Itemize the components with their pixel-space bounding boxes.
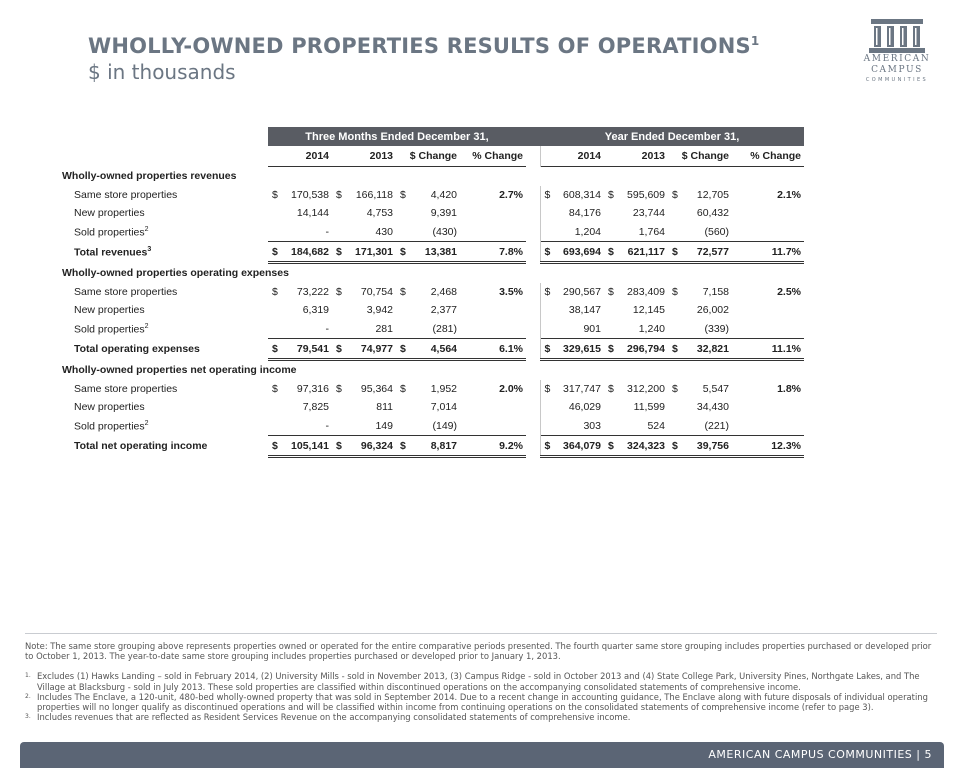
value-cell xyxy=(604,242,668,263)
value-cell xyxy=(540,380,604,399)
dollar-sign: $ xyxy=(400,188,406,201)
column-gap xyxy=(526,204,540,223)
value-cell xyxy=(396,436,460,457)
column-header: 2013 xyxy=(604,146,668,167)
value-cell: 7,014 xyxy=(430,401,457,414)
total-label-text: Total revenues xyxy=(74,246,148,259)
percent-change-cell: 2.7% xyxy=(499,188,523,201)
row-label-text: Same store properties xyxy=(74,188,178,201)
value: 32,821 xyxy=(696,342,729,355)
value-cell xyxy=(268,339,332,360)
notes-divider xyxy=(25,633,937,634)
section-title-row xyxy=(62,359,804,379)
value-cell xyxy=(332,380,396,399)
value: 324,323 xyxy=(627,439,665,452)
dollar-sign: $ xyxy=(336,342,342,355)
dollar-sign: $ xyxy=(672,245,678,258)
table-row xyxy=(62,380,804,399)
three-months-header: Three Months Ended December 31, xyxy=(268,127,526,146)
value-cell: 26,002 xyxy=(696,304,729,317)
dollar-sign: $ xyxy=(400,285,406,298)
value-cell: 2,377 xyxy=(430,304,457,317)
value-cell xyxy=(668,339,732,360)
value-cell: 46,029 xyxy=(568,401,601,414)
percent-change-cell xyxy=(460,301,526,320)
value: 70,754 xyxy=(360,285,393,298)
value-cell: 9,391 xyxy=(430,207,457,220)
value: 4,420 xyxy=(430,188,457,201)
value-cell: 60,432 xyxy=(696,207,729,220)
logo-line-american: AMERICAN xyxy=(863,54,931,64)
dollar-sign: $ xyxy=(672,188,678,201)
logo-line-communities: COMMUNITIES xyxy=(865,77,929,83)
section-title: Wholly-owned properties operating expenses xyxy=(62,267,289,280)
value-cell: 6,319 xyxy=(302,304,329,317)
value-cell: 901 xyxy=(583,323,601,336)
value-cell xyxy=(396,380,460,399)
total-label xyxy=(62,242,268,263)
value: 621,117 xyxy=(627,245,665,258)
percent-change-cell: 12.3% xyxy=(732,436,804,457)
value-cell: 3,942 xyxy=(366,304,393,317)
dollar-sign: $ xyxy=(272,439,278,452)
dollar-sign: $ xyxy=(400,439,406,452)
footnote-text: Includes revenues that are reflected as Resident Services Revenue on the accompanying consolidated statements of comprehensive income. xyxy=(37,712,631,723)
value-cell: (560) xyxy=(704,226,729,239)
page-subtitle: $ in thousands xyxy=(88,60,236,84)
dollar-sign: $ xyxy=(544,285,551,298)
value-cell: (430) xyxy=(432,226,457,239)
row-label-text: New properties xyxy=(74,304,145,317)
value-cell: 4,753 xyxy=(366,207,393,220)
dollar-sign: $ xyxy=(544,188,551,201)
value-cell xyxy=(668,283,732,302)
footnote-3 xyxy=(25,712,935,722)
dollar-sign: $ xyxy=(400,342,406,355)
percent-change-cell xyxy=(732,320,804,339)
footnote-number: 3. xyxy=(25,713,31,721)
percent-change-cell: 2.1% xyxy=(777,188,801,201)
value: 290,567 xyxy=(563,285,601,298)
percent-change-cell: 6.1% xyxy=(460,339,526,360)
footnote-2 xyxy=(25,692,935,712)
logo-line-campus: CAMPUS xyxy=(871,65,923,75)
value: 693,694 xyxy=(563,245,601,258)
value-cell: (339) xyxy=(704,323,729,336)
value-cell xyxy=(668,436,732,457)
value-cell: 1,240 xyxy=(638,323,665,336)
dollar-sign: $ xyxy=(544,382,551,395)
column-gap xyxy=(526,339,540,360)
percent-change-cell xyxy=(460,398,526,417)
value: 4,564 xyxy=(430,342,457,355)
value-cell: 38,147 xyxy=(568,304,601,317)
dollar-sign: $ xyxy=(336,188,342,201)
value-cell xyxy=(332,186,396,205)
total-row xyxy=(62,436,804,457)
value-cell: 524 xyxy=(647,420,665,433)
value: 184,682 xyxy=(291,245,329,258)
percent-change-cell: 11.7% xyxy=(732,242,804,263)
value-cell xyxy=(268,380,332,399)
percent-change-cell xyxy=(460,417,526,436)
title-footnote-marker: 1 xyxy=(750,34,760,48)
footnote-number: 2. xyxy=(25,692,31,700)
value: 95,364 xyxy=(360,382,393,395)
column-gap xyxy=(526,398,540,417)
dollar-sign: $ xyxy=(272,382,278,395)
value: 329,615 xyxy=(563,342,601,355)
value-cell: (149) xyxy=(432,420,457,433)
row-label-text: New properties xyxy=(74,401,145,414)
value: 608,314 xyxy=(563,188,601,201)
row-label xyxy=(62,398,268,417)
percent-change-cell xyxy=(732,301,804,320)
column-header: % Change xyxy=(460,146,526,167)
value: 1,952 xyxy=(430,382,457,395)
value-cell xyxy=(668,186,732,205)
column-header: $ Change xyxy=(668,146,732,167)
value: 5,547 xyxy=(702,382,729,395)
value-cell xyxy=(540,242,604,263)
dollar-sign: $ xyxy=(336,382,342,395)
value: 171,301 xyxy=(355,245,393,258)
column-header: % Change xyxy=(732,146,804,167)
column-gap xyxy=(526,320,540,339)
dollar-sign: $ xyxy=(608,439,614,452)
table-row xyxy=(62,398,804,417)
value-cell: 1,764 xyxy=(638,226,665,239)
same-store-note: Note: The same store grouping above represents properties owned or operated for the entire comparative periods presented. The fourth quarter same store grouping includes properties purchased or developed prior to October 1, 2013. The year-to-date same store grouping includes properties purchased or developed prior to January 1, 2013. xyxy=(25,641,932,662)
value: 312,200 xyxy=(627,382,665,395)
value-cell xyxy=(332,339,396,360)
total-row xyxy=(62,242,804,263)
row-label xyxy=(62,320,268,339)
value-cell xyxy=(332,242,396,263)
percent-change-cell xyxy=(460,223,526,242)
value: 8,817 xyxy=(430,439,457,452)
section-title-row xyxy=(62,262,804,282)
value: 364,079 xyxy=(563,439,601,452)
column-gap xyxy=(526,436,540,457)
row-label-text: Same store properties xyxy=(74,285,178,298)
dollar-sign: $ xyxy=(272,285,278,298)
value: 74,977 xyxy=(360,342,393,355)
value-cell xyxy=(604,186,668,205)
value-cell xyxy=(668,242,732,263)
value-cell xyxy=(268,186,332,205)
footnote-marker: 2 xyxy=(144,420,149,428)
value-cell: 34,430 xyxy=(696,401,729,414)
notes-section xyxy=(25,641,935,722)
row-label-text: Sold properties xyxy=(74,420,145,433)
period-header-row xyxy=(62,127,804,146)
value-cell: - xyxy=(325,323,329,336)
dollar-sign: $ xyxy=(336,285,342,298)
blank-cell xyxy=(62,146,268,167)
footnote-marker: 2 xyxy=(144,226,149,234)
section-title-row xyxy=(62,167,804,186)
column-gap xyxy=(526,242,540,263)
value-cell: 14,144 xyxy=(296,207,329,220)
value-cell: 12,145 xyxy=(632,304,665,317)
dollar-sign: $ xyxy=(544,245,551,258)
column-header: 2014 xyxy=(268,146,332,167)
value-cell xyxy=(396,186,460,205)
value-cell: 11,599 xyxy=(633,401,665,414)
footer-bar xyxy=(20,742,944,768)
row-label-text: Sold properties xyxy=(74,323,145,336)
footnote-marker: 3 xyxy=(147,245,152,253)
column-gap xyxy=(526,223,540,242)
table-row xyxy=(62,417,804,436)
dollar-sign: $ xyxy=(672,342,678,355)
value-cell xyxy=(396,283,460,302)
percent-change-cell: 3.5% xyxy=(499,285,523,298)
value-cell xyxy=(268,242,332,263)
footnote-marker: 2 xyxy=(144,323,149,331)
value: 317,747 xyxy=(563,382,601,395)
section-title: Wholly-owned properties revenues xyxy=(62,170,237,183)
blank-cell xyxy=(62,127,268,146)
value-cell xyxy=(332,283,396,302)
percent-change-cell: 7.8% xyxy=(460,242,526,263)
column-gap xyxy=(526,186,540,205)
value-cell xyxy=(540,339,604,360)
year-ended-header: Year Ended December 31, xyxy=(540,127,804,146)
footnote-1 xyxy=(25,671,935,691)
value-cell: (221) xyxy=(704,420,729,433)
footnote-number: 1. xyxy=(25,672,31,680)
value: 2,468 xyxy=(430,285,457,298)
value: 97,316 xyxy=(296,382,329,395)
value-cell xyxy=(604,283,668,302)
dollar-sign: $ xyxy=(672,439,678,452)
dollar-sign: $ xyxy=(608,342,614,355)
column-header-row xyxy=(62,146,804,167)
band-gap xyxy=(526,127,540,146)
value-cell xyxy=(396,339,460,360)
percent-change-cell xyxy=(732,204,804,223)
dollar-sign: $ xyxy=(544,342,551,355)
percent-change-cell: 2.5% xyxy=(777,285,801,298)
columns-logo-icon xyxy=(867,18,927,54)
column-header: 2014 xyxy=(540,146,604,167)
total-label-text: Total net operating income xyxy=(74,440,208,453)
total-row xyxy=(62,339,804,360)
value-cell xyxy=(332,436,396,457)
section-title: Wholly-owned properties net operating income xyxy=(62,364,297,377)
value-cell: 23,744 xyxy=(632,207,665,220)
percent-change-cell: 2.0% xyxy=(499,382,523,395)
value: 283,409 xyxy=(627,285,665,298)
row-label xyxy=(62,186,268,205)
column-header: 2013 xyxy=(332,146,396,167)
results-table xyxy=(62,127,804,458)
table-row xyxy=(62,186,804,205)
column-gap xyxy=(526,146,540,167)
column-gap xyxy=(526,283,540,302)
row-label-text: New properties xyxy=(74,207,145,220)
total-label-text: Total operating expenses xyxy=(74,343,200,356)
value-cell xyxy=(396,242,460,263)
value: 7,158 xyxy=(702,285,729,298)
value-cell: 430 xyxy=(375,226,393,239)
dollar-sign: $ xyxy=(608,382,614,395)
value-cell xyxy=(540,436,604,457)
row-label xyxy=(62,301,268,320)
footnote-text: Includes The Enclave, a 120-unit, 480-bed wholly-owned property that was sold in September 2014. Due to a recent change in accounting guidance, The Enclave along with future disposals of individual operating properties will no longer qualify as discontinued operations and will be classified within income from continuing operations on the consolidated statements of comprehensive income (refer to page 3). xyxy=(37,691,928,713)
value-cell xyxy=(268,283,332,302)
table-row xyxy=(62,223,804,242)
value-cell xyxy=(268,436,332,457)
percent-change-cell xyxy=(732,398,804,417)
value-cell: - xyxy=(325,420,329,433)
dollar-sign: $ xyxy=(400,382,406,395)
value-cell xyxy=(604,436,668,457)
dollar-sign: $ xyxy=(544,439,551,452)
percent-change-cell xyxy=(732,223,804,242)
dollar-sign: $ xyxy=(608,188,614,201)
percent-change-cell xyxy=(732,417,804,436)
value-cell: (281) xyxy=(432,323,457,336)
value: 13,381 xyxy=(424,245,457,258)
row-label xyxy=(62,204,268,223)
value-cell xyxy=(604,339,668,360)
dollar-sign: $ xyxy=(272,188,278,201)
row-label-text: Same store properties xyxy=(74,382,178,395)
value: 595,609 xyxy=(627,188,665,201)
value-cell: 7,825 xyxy=(302,401,329,414)
value-cell: 811 xyxy=(376,401,393,414)
value: 39,756 xyxy=(696,439,729,452)
percent-change-cell: 11.1% xyxy=(732,339,804,360)
value-cell: 281 xyxy=(375,323,393,336)
column-gap xyxy=(526,417,540,436)
row-label xyxy=(62,380,268,399)
column-gap xyxy=(526,301,540,320)
value: 296,794 xyxy=(627,342,665,355)
dollar-sign: $ xyxy=(400,245,406,258)
value-cell xyxy=(604,380,668,399)
footer-text: AMERICAN CAMPUS COMMUNITIES | 5 xyxy=(708,748,932,761)
row-label-text: Sold properties xyxy=(74,226,145,239)
row-label xyxy=(62,283,268,302)
column-header: $ Change xyxy=(396,146,460,167)
value-cell: 149 xyxy=(375,420,393,433)
value-cell xyxy=(668,380,732,399)
value: 79,541 xyxy=(296,342,329,355)
value-cell xyxy=(540,283,604,302)
table-row xyxy=(62,204,804,223)
row-label xyxy=(62,223,268,242)
value-cell: 84,176 xyxy=(568,207,601,220)
row-label xyxy=(62,417,268,436)
percent-change-cell xyxy=(460,204,526,223)
footnote-text: Excludes (1) Hawks Landing – sold in February 2014, (2) University Mills - sold in November 2013, (3) Campus Ridge - sold in October 2013 and (4) State College Park, University Pines, Northgate Lakes, and The Village at Blacksburg - sold in July 2013. These sold properties are classified within discontinued operations on the accompanying consolidated statements of comprehensive income. xyxy=(37,671,920,692)
percent-change-cell: 1.8% xyxy=(777,382,801,395)
page-title: WHOLLY-OWNED PROPERTIES RESULTS OF OPERATIONS$^1$ xyxy=(88,34,760,58)
dollar-sign: $ xyxy=(608,285,614,298)
company-logo xyxy=(860,18,934,84)
value: 72,577 xyxy=(696,245,729,258)
total-label xyxy=(62,436,268,457)
value: 96,324 xyxy=(360,439,393,452)
value-cell: 1,204 xyxy=(574,226,601,239)
dollar-sign: $ xyxy=(336,439,342,452)
value: 170,538 xyxy=(291,188,329,201)
value: 166,118 xyxy=(355,188,393,201)
column-gap xyxy=(526,380,540,399)
value: 73,222 xyxy=(296,285,329,298)
value-cell: 303 xyxy=(583,420,601,433)
table-row xyxy=(62,301,804,320)
percent-change-cell: 9.2% xyxy=(460,436,526,457)
dollar-sign: $ xyxy=(336,245,342,258)
dollar-sign: $ xyxy=(272,245,278,258)
table-row xyxy=(62,320,804,339)
value: 105,141 xyxy=(291,439,329,452)
dollar-sign: $ xyxy=(672,382,678,395)
table-row xyxy=(62,283,804,302)
value-cell: - xyxy=(325,226,329,239)
dollar-sign: $ xyxy=(608,245,614,258)
value: 12,705 xyxy=(696,188,729,201)
percent-change-cell xyxy=(460,320,526,339)
dollar-sign: $ xyxy=(272,342,278,355)
value-cell xyxy=(540,186,604,205)
total-label xyxy=(62,339,268,360)
dollar-sign: $ xyxy=(672,285,678,298)
